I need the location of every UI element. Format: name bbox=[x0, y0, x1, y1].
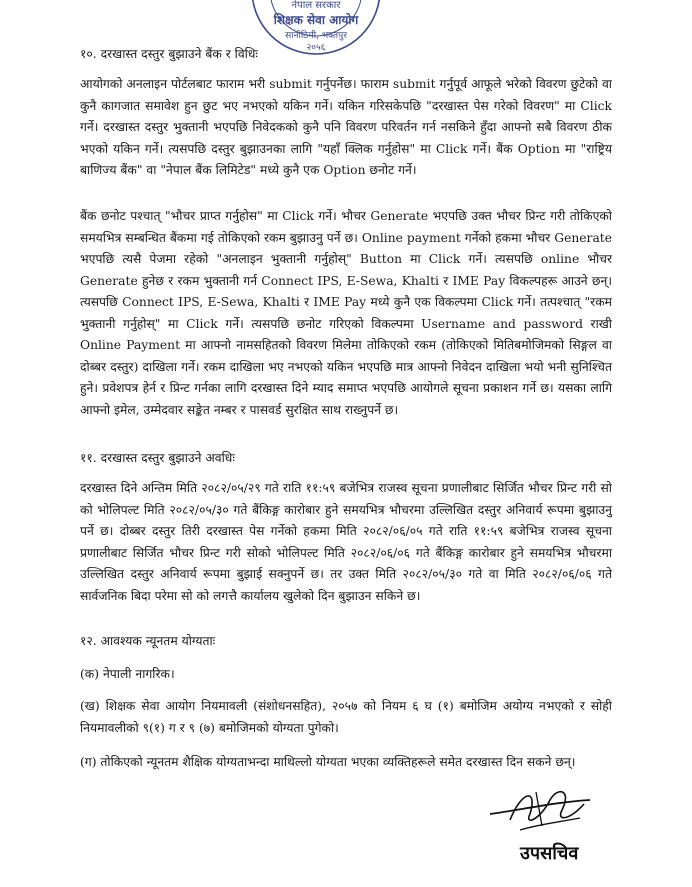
section-10-paragraph-2: बैंक छनोट पश्चात् "भौचर प्राप्त गर्नुहोस" मा Click गर्ने। भौचर Generate भएपछि उक्त भौचर प्रिन्ट गरी तोकिएको समयभित्र सम्बन्धित बैंकमा गई तोकिएको रकम बुझाउनु पर्ने छ। Online payment गर्नेको हकमा भौचर Generate भएपछि त्यसै पेजमा रहेको "अनलाइन भुक्तानी गर्नुहोस्" Button मा Click गर्ने। त्यसपछि online भौचर Generate हुनेछ र रकम भुक्तानी गर्न Connect IPS, E-Sewa, Khalti र IME Pay विकल्पहरू आउने छन्। त्यसपछि Connect IPS, E-Sewa, Khalti र IME Pay मध्ये कुनै एक विकल्पमा Click गर्ने। तत्पश्चात् "रकम भुक्तानी गर्नुहोस्" मा Click गर्ने। त्यसपछि छनोट गरिएको विकल्पमा Username and password राखी Online Payment मा आफ्नो नामसहितको विवरण मिलेमा तोकिएको रकम (तोकिएको मितिबमोजिमको सिङ्गल वा दोब्बर दस्तुर) दाखिला गर्ने। रकम दाखिला भए नभएको यकिन भएपछि मात्र आफ्नो निवेदन दाखिला भयो भनी सुनिश्चित हुने। प्रवेशपत्र हेर्न र प्रिन्ट गर्नका लागि दरखास्त दिने म्याद समाप्त भएपछि आयोगले सूचना प्रकाशन गर्ने छ। यसका लागि आफ्नो इमेल, उम्मेदवार सङ्केत नम्बर र पासवर्ड सुरक्षित साथ राख्नुपर्ने छ। bbox=[80, 209, 612, 417]
section-11-heading: ११. दरखास्त दस्तुर बुझाउने अवधिः bbox=[80, 451, 235, 465]
section-11-paragraph: दरखास्त दिने अन्तिम मिति २०८२/०५/२९ गते राति ११:५९ बजेभित्र राजस्व सूचना प्रणालीबाट सिर्जित भौचर प्रिन्ट गरी सो को भोलिपल्ट मिति २०८२/०५/३० गते बैंकिङ्ग कारोबार हुने समयभित्र भौचरमा उल्लिखित दस्तुर अनिवार्य रूपमा बुझाउनु पर्ने छ। दोब्बर दस्तुर तिरी दरखास्त पेस गर्नेको हकमा मिति २०८२/०६/०५ गते राति ११:५९ बजेभित्र राजस्व सूचना प्रणालीबाट सिर्जित भौचर प्रिन्ट गरी सोको भोलिपल्ट मिति २०८२/०६/०६ गते बैंकिङ्ग कारोबार हुने समयभित्र भौचरमा उल्लिखित दस्तुर अनिवार्य रूपमा बुझाई सक्नुपर्ने छ। तर उक्त मिति २०८२/०५/३० गते वा मिति २०८२/०६/०६ गते सार्वजनिक बिदा परेमा सो को लगत्तै कार्यालय खुलेको दिन बुझाउन सकिने छ। bbox=[80, 481, 612, 603]
seal-line3: सानोठिमी, भक्तपुर bbox=[285, 31, 347, 41]
signatory-title: उपसचिव bbox=[520, 843, 579, 864]
qualification-item-ka: (क) नेपाली नागरिक। bbox=[80, 667, 175, 681]
section-12-heading: १२. आवश्यक न्यूनतम योग्यताः bbox=[80, 634, 216, 648]
qualification-item-kha: (ख) शिक्षक सेवा आयोग नियमावली (संशोधनसहित), २०५७ को नियम ६ घ (१) बमोजिम अयोग्य नभएको र सोही नियमावलीको ९(१) ग र ९ (७) बमोजिमको योग्यता पुगेको। bbox=[80, 699, 612, 735]
section-10-heading: १०. दरखास्त दस्तुर बुझाउने बैंक र विधिः bbox=[80, 47, 258, 61]
qualification-item-ga: (ग) तोकिएको न्यूनतम शैक्षिक योग्यताभन्दा माथिल्लो योग्यता भएका व्यक्तिहरूले समेत दरखास्त दिन सकने छन्। bbox=[80, 755, 576, 769]
handwritten-signature bbox=[480, 780, 620, 880]
seal-line4: २०५६ bbox=[306, 43, 326, 53]
section-10-paragraph-1: आयोगको अनलाइन पोर्टलबाट फाराम भरी submit गर्नुपर्नेछ। फाराम submit गर्नुपूर्व आफूले भरेको विवरण छुटेको वा कुनै कागजात समावेश हुन छुट भए नभएको यकिन गर्ने। यकिन गरिसकेपछि "दरखास्त पेस गरेको विवरण" मा Click गर्ने। दरखास्त दस्तुर भुक्तानी भएपछि निवेदकको कुनै पनि विवरण परिवर्तन गर्न नसकिने हुँदा आफ्नो सबै विवरण ठीक भएको यकिन गर्ने। त्यसपछि दस्तुर बुझाउनका लागि "यहाँ क्लिक गर्नुहोस" मा Click गर्ने। बैंक Option मा "राष्ट्रिय बाणिज्य बैंक" वा "नेपाल बैंक लिमिटेड" मध्ये कुनै एक Option छनोट गर्ने। bbox=[80, 77, 612, 177]
seal-line2: शिक्षक सेवा आयोग bbox=[273, 13, 359, 27]
seal-line1: नेपाल सरकार bbox=[291, 0, 341, 11]
